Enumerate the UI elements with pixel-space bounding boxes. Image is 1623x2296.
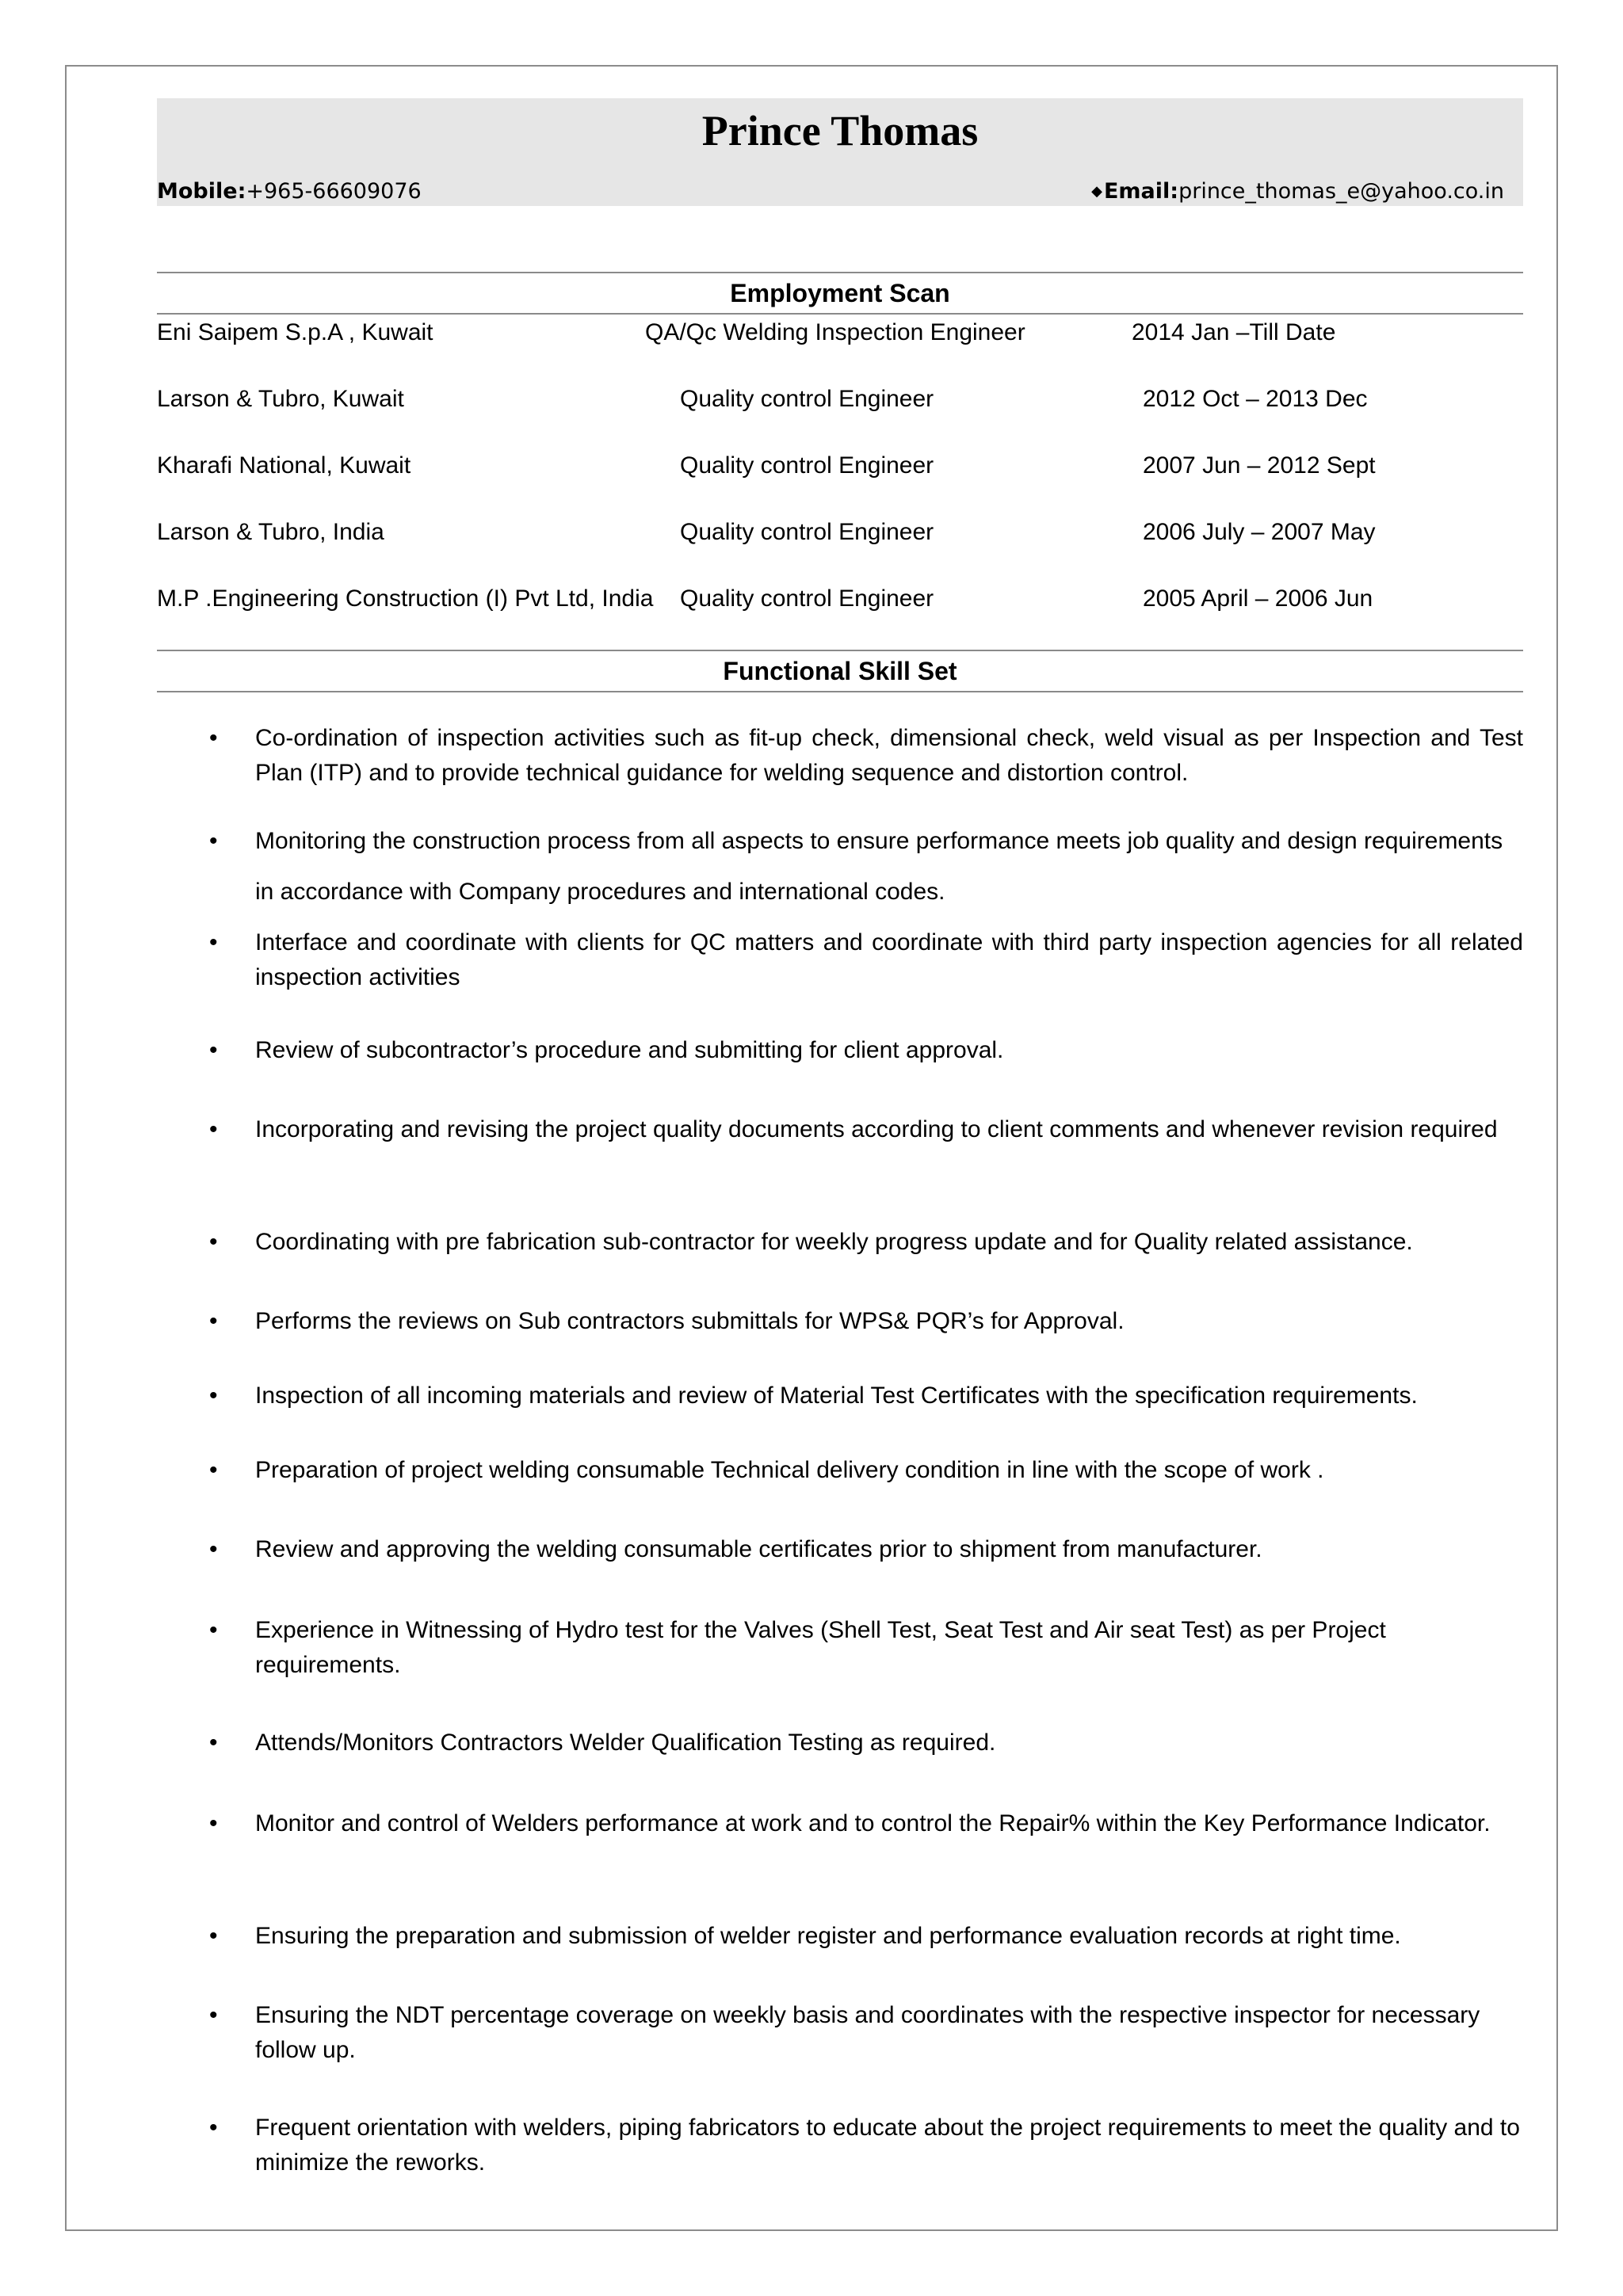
job-company: Larson & Tubro, India [157, 519, 384, 545]
list-item [209, 1112, 1523, 1147]
email-value: prince_thomas_e@yahoo.co.in [1178, 179, 1504, 204]
skill-text: Monitor and control of Welders performance at work and to control the Repair% within the Key Performance Indicator. [255, 1810, 1491, 1836]
job-row [157, 315, 1523, 350]
bullet-icon: • [209, 1617, 218, 1643]
candidate-name: Prince Thomas [701, 107, 979, 154]
diamond-icon: ◆ [1091, 183, 1102, 200]
bullet-icon: • [209, 929, 218, 955]
mobile-contact [157, 177, 422, 206]
bullet-icon: • [209, 1037, 218, 1063]
job-role: QA/Qc Welding Inspection Engineer [645, 319, 1025, 345]
skill-text: Review and approving the welding consumable certificates prior to shipment from manufacturer. [255, 1536, 1262, 1562]
skill-text: Performs the reviews on Sub contractors submittals for WPS& PQR’s for Approval. [255, 1308, 1125, 1334]
employment-heading: Employment Scan [157, 272, 1523, 315]
bullet-icon: • [209, 1810, 218, 1836]
job-period: 2012 Oct – 2013 Dec [1143, 386, 1368, 412]
job-company: Eni Saipem S.p.A , Kuwait [157, 319, 433, 345]
skill-text: Coordinating with pre fabrication sub-contractor for weekly progress update and for Quality related assistance. [255, 1229, 1413, 1255]
list-item [209, 1033, 1523, 1068]
skill-text: Review of subcontractor’s procedure and submitting for client approval. [255, 1037, 1004, 1063]
job-period: 2007 Jun – 2012 Sept [1143, 452, 1376, 479]
skill-text: Co-ordination of inspection activities such as fit-up check, dimensional check, weld visual as per Inspection and Test Plan (ITP) and to provide technical guidance for welding sequence and distortion control. [255, 725, 1523, 786]
list-item [209, 2111, 1523, 2180]
list-item [209, 1379, 1523, 1413]
list-item [209, 1806, 1523, 1841]
job-row [157, 382, 1523, 417]
job-role: Quality control Engineer [680, 585, 934, 612]
job-company: Larson & Tubro, Kuwait [157, 386, 404, 412]
email-label: Email: [1103, 179, 1179, 204]
email-contact [1091, 177, 1504, 206]
list-item [209, 1453, 1523, 1488]
list-item [209, 1998, 1523, 2068]
skill-text: Frequent orientation with welders, piping fabricators to educate about the project requirements to meet the quality and to minimize the reworks. [255, 2115, 1520, 2176]
bullet-icon: • [209, 1116, 218, 1142]
skill-text: Attends/Monitors Contractors Welder Qualification Testing as required. [255, 1730, 996, 1756]
list-item [209, 1919, 1523, 1954]
skill-text: Ensuring the NDT percentage coverage on weekly basis and coordinates with the respective inspector for necessary follow up. [255, 2002, 1480, 2063]
bullet-icon: • [209, 2115, 218, 2141]
job-company: M.P .Engineering Construction (I) Pvt Ltd, India [157, 585, 654, 612]
bullet-icon: • [209, 1730, 218, 1756]
skill-text: Monitoring the construction process from all aspects to ensure performance meets job quality and design requirements in accordance with Company procedures and international codes. [255, 828, 1503, 905]
job-row [157, 515, 1523, 550]
list-item [209, 925, 1523, 995]
bullet-icon: • [209, 828, 218, 854]
skill-text: Inspection of all incoming materials and review of Material Test Certificates with the specification requirements. [255, 1383, 1418, 1409]
mobile-label: Mobile: [157, 179, 246, 204]
list-item [209, 1225, 1523, 1260]
skill-text: Incorporating and revising the project quality documents according to client comments and whenever revision required [255, 1116, 1498, 1142]
skill-text: Ensuring the preparation and submission of welder register and performance evaluation records at right time. [255, 1923, 1401, 1949]
bullet-icon: • [209, 1923, 218, 1949]
skill-text: Experience in Witnessing of Hydro test for the Valves (Shell Test, Seat Test and Air seat Test) as per Project requirements. [255, 1617, 1386, 1678]
bullet-icon: • [209, 1229, 218, 1255]
mobile-value: +965-66609076 [246, 179, 422, 204]
list-item [209, 1304, 1523, 1339]
bullet-icon: • [209, 2002, 218, 2028]
list-item [209, 816, 1523, 917]
job-period: 2014 Jan –Till Date [1132, 319, 1336, 345]
list-item [209, 1726, 1523, 1760]
bullet-icon: • [209, 725, 218, 751]
bullet-icon: • [209, 1308, 218, 1334]
job-role: Quality control Engineer [680, 519, 934, 545]
list-item [209, 1613, 1523, 1683]
skill-text: Preparation of project welding consumable Technical delivery condition in line with the scope of work . [255, 1457, 1324, 1483]
list-item [209, 721, 1523, 791]
list-item [209, 1532, 1523, 1567]
job-row [157, 582, 1523, 616]
job-company: Kharafi National, Kuwait [157, 452, 411, 479]
bullet-icon: • [209, 1536, 218, 1562]
skill-text: Interface and coordinate with clients for QC matters and coordinate with third party inspection agencies for all related inspection activities [255, 929, 1523, 990]
job-period: 2005 April – 2006 Jun [1143, 585, 1373, 612]
skills-heading: Functional Skill Set [157, 650, 1523, 692]
bullet-icon: • [209, 1457, 218, 1483]
job-period: 2006 July – 2007 May [1143, 519, 1376, 545]
job-role: Quality control Engineer [680, 452, 934, 479]
bullet-icon: • [209, 1383, 218, 1409]
job-row [157, 448, 1523, 483]
job-role: Quality control Engineer [680, 386, 934, 412]
